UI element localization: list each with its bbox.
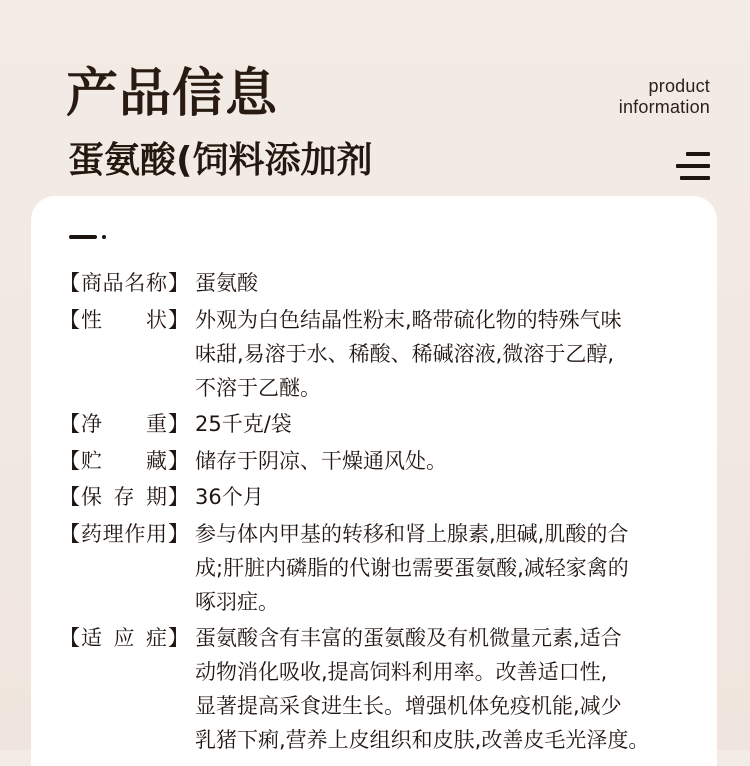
field-label: [59, 517, 189, 551]
product-details: [59, 266, 709, 760]
field-value-line: 储存于阴凉、干燥通风处。: [195, 448, 447, 473]
field-value-line: 成;肝脏内磷脂的代谢也需要蛋氨酸,减轻家禽的: [195, 555, 629, 580]
field-value-line: 参与体内甲基的转移和肾上腺素,胆碱,肌酸的合: [195, 521, 629, 546]
field-value-line: 显著提高采食进生长。增强机体免疫机能,减少: [195, 694, 622, 718]
field-label-text: 药 理 作 用: [81, 521, 167, 546]
label-bracket-open: 【: [59, 485, 80, 509]
label-bracket-open: 【: [59, 271, 80, 295]
menu-icon-bar-bottom: [680, 176, 710, 180]
field-value-line: 36个月: [195, 485, 264, 509]
field-label-text: 性 状: [81, 307, 167, 332]
field-value-line: 乳猪下痢,营养上皮组织和皮肤,改善皮毛光泽度。: [195, 728, 650, 752]
label-bracket-open: 【: [59, 448, 80, 473]
english-title-line-2: information: [618, 97, 710, 117]
english-title: [619, 76, 710, 118]
accent-dot: [102, 235, 106, 239]
menu-icon-bar-middle: [676, 164, 710, 168]
field-value-line: 不溶于乙醚。: [195, 375, 321, 400]
label-bracket-close: 】: [168, 412, 189, 436]
field-value: [195, 407, 709, 441]
info-row: [59, 621, 709, 757]
label-bracket-close: 】: [168, 448, 189, 473]
menu-icon-bar-top: [686, 152, 710, 156]
label-bracket-open: 【: [59, 626, 80, 650]
field-label: [59, 266, 189, 300]
field-label: [59, 480, 189, 514]
page-title: 产品信息: [66, 64, 279, 124]
field-value-line: 蛋氨酸: [195, 271, 258, 295]
field-value-line: 蛋氨酸含有丰富的蛋氨酸及有机微量元素,适合: [195, 626, 622, 650]
field-value: [195, 480, 709, 514]
info-row: [59, 303, 709, 405]
field-value-line: 味甜,易溶于水、稀酸、稀碱溶液,微溶于乙醇,: [195, 341, 615, 366]
field-value-line: 动物消化吸收,提高饲料利用率。改善适口性,: [195, 660, 608, 684]
field-value-line: 外观为白色结晶性粉末,略带硫化物的特殊气味: [195, 307, 622, 332]
field-value: [195, 266, 709, 300]
accent-line: [69, 235, 97, 239]
field-label-text: 贮 藏: [81, 448, 167, 473]
field-label: [59, 407, 189, 441]
field-value: [195, 444, 709, 478]
field-label-text: 净 重: [81, 412, 167, 436]
field-value: [195, 303, 709, 405]
field-value-line: 25千克/袋: [195, 412, 292, 436]
label-bracket-close: 】: [168, 485, 189, 509]
product-subtitle: 蛋氨酸(饲料添加剂: [68, 140, 373, 181]
field-label-text: 适 应 症: [81, 626, 167, 650]
field-value: [195, 621, 709, 757]
product-info-card: [31, 196, 717, 766]
accent-mark-icon: [69, 233, 121, 241]
menu-icon[interactable]: [676, 152, 710, 180]
field-label-text: 保 存 期: [81, 485, 167, 509]
label-bracket-open: 【: [59, 521, 80, 546]
field-label: [59, 444, 189, 478]
label-bracket-open: 【: [59, 412, 80, 436]
label-bracket-close: 】: [168, 307, 189, 332]
english-title-line-1: product: [648, 76, 710, 96]
label-bracket-close: 】: [168, 521, 189, 546]
field-label: [59, 621, 189, 655]
info-row: [59, 444, 709, 478]
label-bracket-close: 】: [168, 626, 189, 650]
info-row: [59, 517, 709, 619]
field-value-line: 啄羽症。: [195, 589, 279, 614]
info-row: [59, 407, 709, 441]
field-label: [59, 303, 189, 337]
field-label-text: 商 品 名 称: [81, 271, 167, 295]
page-header: [0, 0, 750, 200]
field-value: [195, 517, 709, 619]
label-bracket-open: 【: [59, 307, 80, 332]
info-row: [59, 480, 709, 514]
info-row: [59, 266, 709, 300]
label-bracket-close: 】: [168, 271, 189, 295]
